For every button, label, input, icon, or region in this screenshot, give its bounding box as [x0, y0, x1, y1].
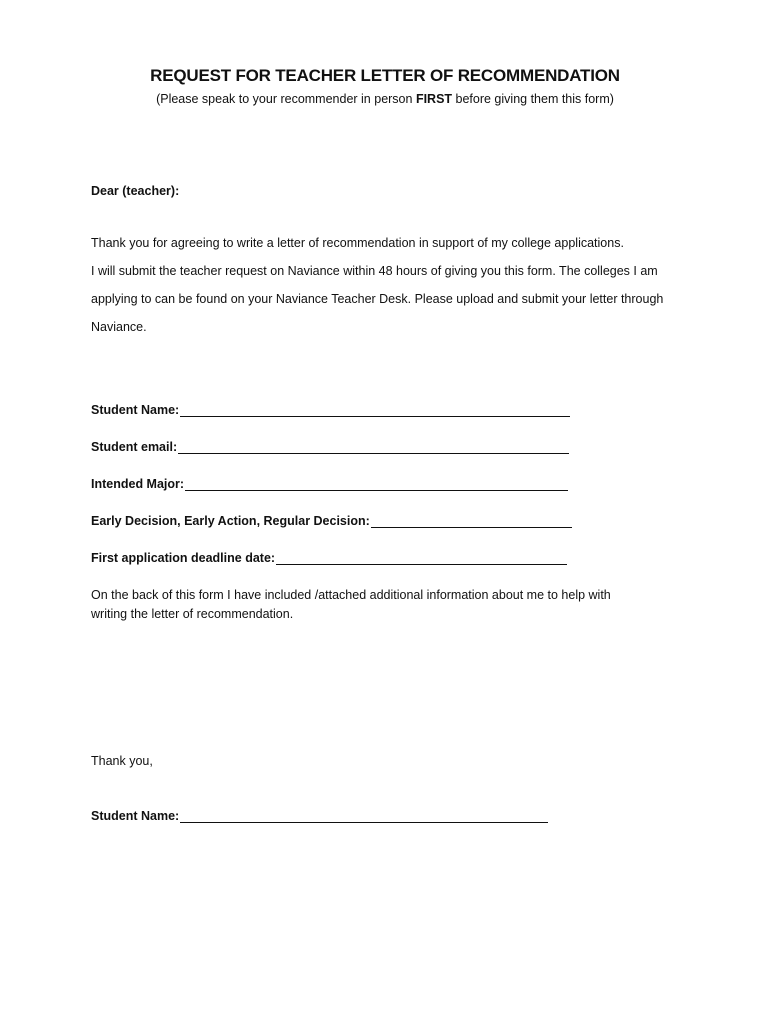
signature-blank[interactable]	[180, 810, 548, 823]
decision-type-blank[interactable]	[371, 515, 572, 528]
intended-major-blank[interactable]	[185, 478, 568, 491]
first-deadline-blank[interactable]	[276, 552, 567, 565]
body-line-1: Thank you for agreeing to write a letter of recommendation in support of my college applications.	[91, 236, 624, 250]
salutation: Dear (teacher):	[91, 184, 180, 198]
student-name-blank[interactable]	[180, 404, 570, 417]
document-title: REQUEST FOR TEACHER LETTER OF RECOMMENDATION	[150, 66, 620, 85]
student-email-field	[91, 440, 569, 454]
decision-type-label: Early Decision, Early Action, Regular Decision:	[91, 514, 370, 528]
body-line-3: applying to can be found on your Naviance Teacher Desk. Please upload and submit your letter through	[91, 292, 664, 306]
student-email-label: Student email:	[91, 440, 178, 454]
signature-label: Student Name:	[91, 809, 180, 823]
first-deadline-field	[91, 551, 567, 565]
signature-field	[91, 809, 548, 823]
subtitle-emphasis: FIRST	[415, 92, 453, 106]
document-subtitle	[0, 92, 770, 106]
first-deadline-label: First application deadline date:	[91, 551, 276, 565]
student-name-label: Student Name:	[91, 403, 180, 417]
intended-major-label: Intended Major:	[91, 477, 185, 491]
subtitle-text-end: before giving them this form)	[452, 92, 614, 106]
subtitle-text-start: (Please speak to your recommender in person	[156, 92, 416, 106]
student-name-field	[91, 403, 570, 417]
student-email-blank[interactable]	[178, 441, 569, 454]
decision-type-field	[91, 514, 572, 528]
body-line-2: I will submit the teacher request on Naviance within 48 hours of giving you this form. The colleges I am	[91, 264, 658, 278]
intended-major-field	[91, 477, 568, 491]
closing: Thank you,	[91, 754, 153, 768]
note-line-1: On the back of this form I have included /attached additional information about me to help with	[91, 588, 611, 602]
note-line-2: writing the letter of recommendation.	[91, 607, 294, 621]
body-line-4: Naviance.	[91, 320, 147, 334]
